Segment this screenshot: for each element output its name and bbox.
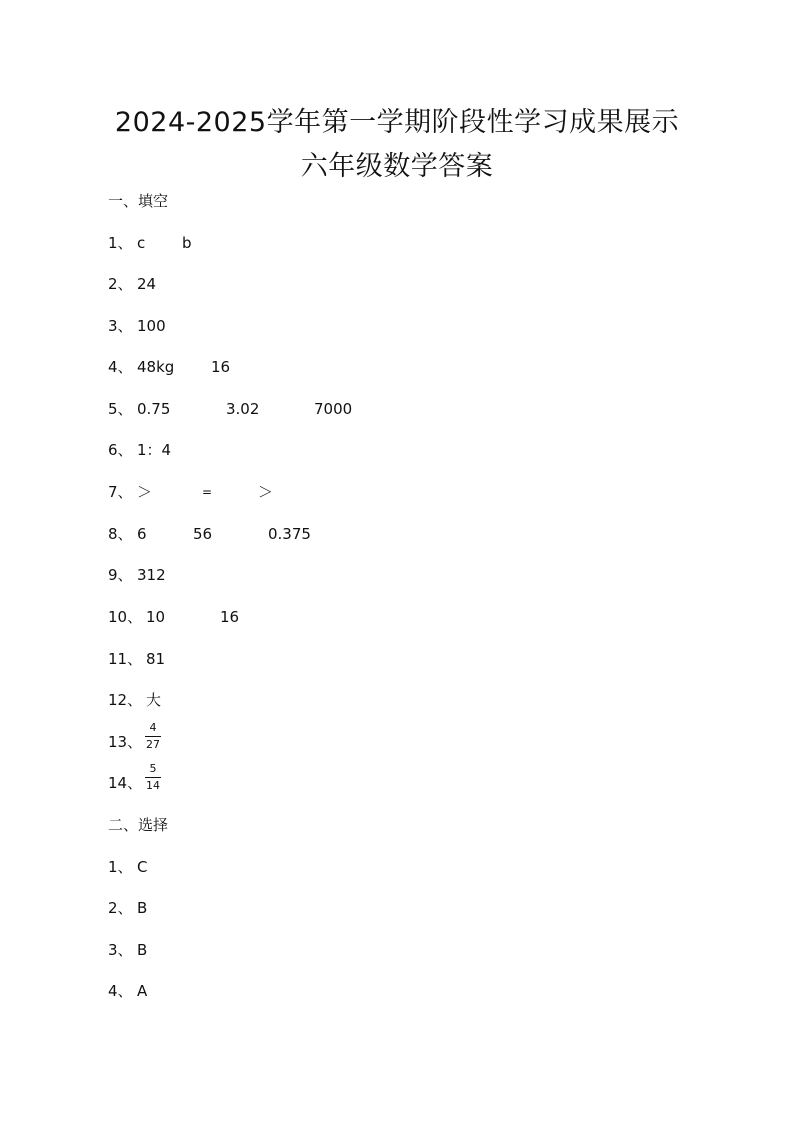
answer-value: 48kg xyxy=(137,358,175,376)
question-number: 12、 xyxy=(108,691,143,709)
fraction xyxy=(144,762,162,792)
question-number: 3、 xyxy=(108,317,133,335)
question-number: 2、 xyxy=(108,899,133,917)
answer-value: 24 xyxy=(137,275,157,293)
section-heading-fill-in: 一、填空 xyxy=(108,192,169,210)
question-number: 11、 xyxy=(108,650,143,668)
question-number: 7、 xyxy=(108,483,133,501)
answer-value: ＞ xyxy=(258,483,274,501)
answer-value: b xyxy=(182,234,192,252)
answer-value: 6 xyxy=(137,525,147,543)
question-number: 13、 xyxy=(108,733,143,751)
answer-value: ＞ xyxy=(137,483,153,501)
answer-value: = xyxy=(202,485,213,499)
question-number: 3、 xyxy=(108,941,133,959)
answer-value: 3.02 xyxy=(226,400,260,418)
page-subtitle: 六年级数学答案 xyxy=(300,151,494,182)
answer-value: B xyxy=(137,899,148,917)
question-number: 1、 xyxy=(108,858,133,876)
fraction-bar xyxy=(145,777,161,778)
answer-value: 0.375 xyxy=(268,525,311,543)
page-title: 2024-2025学年第一学期阶段性学习成果展示 xyxy=(114,107,680,138)
answer-value: 大 xyxy=(146,691,162,709)
fraction-bar xyxy=(145,736,161,737)
question-number: 8、 xyxy=(108,525,133,543)
answer-value: C xyxy=(137,858,148,876)
fraction xyxy=(144,721,162,751)
fraction-denominator: 27 xyxy=(146,738,160,751)
question-number: 6、 xyxy=(108,441,133,459)
question-number: 5、 xyxy=(108,400,133,418)
answer-value: 81 xyxy=(146,650,166,668)
fraction-denominator: 14 xyxy=(146,779,160,792)
answer-value: 0.75 xyxy=(137,400,171,418)
question-number: 14、 xyxy=(108,774,143,792)
answer-value: 7000 xyxy=(314,400,353,418)
answer-value: 100 xyxy=(137,317,166,335)
question-number: 1、 xyxy=(108,234,133,252)
question-number: 9、 xyxy=(108,566,133,584)
question-number: 4、 xyxy=(108,982,133,1000)
answer-value: 56 xyxy=(193,525,213,543)
answer-value: 16 xyxy=(220,608,240,626)
answer-value: 1：4 xyxy=(137,441,172,459)
answer-value: 312 xyxy=(137,566,166,584)
question-number: 4、 xyxy=(108,358,133,376)
question-number: 2、 xyxy=(108,275,133,293)
section-heading-choice: 二、选择 xyxy=(108,816,169,834)
answer-value: 10 xyxy=(146,608,166,626)
fraction-numerator: 4 xyxy=(149,721,157,734)
question-number: 10、 xyxy=(108,608,143,626)
answer-value: B xyxy=(137,941,148,959)
answer-value: A xyxy=(137,982,148,1000)
answer-value: c xyxy=(137,234,146,252)
fraction-numerator: 5 xyxy=(149,762,157,775)
answer-value: 16 xyxy=(211,358,231,376)
